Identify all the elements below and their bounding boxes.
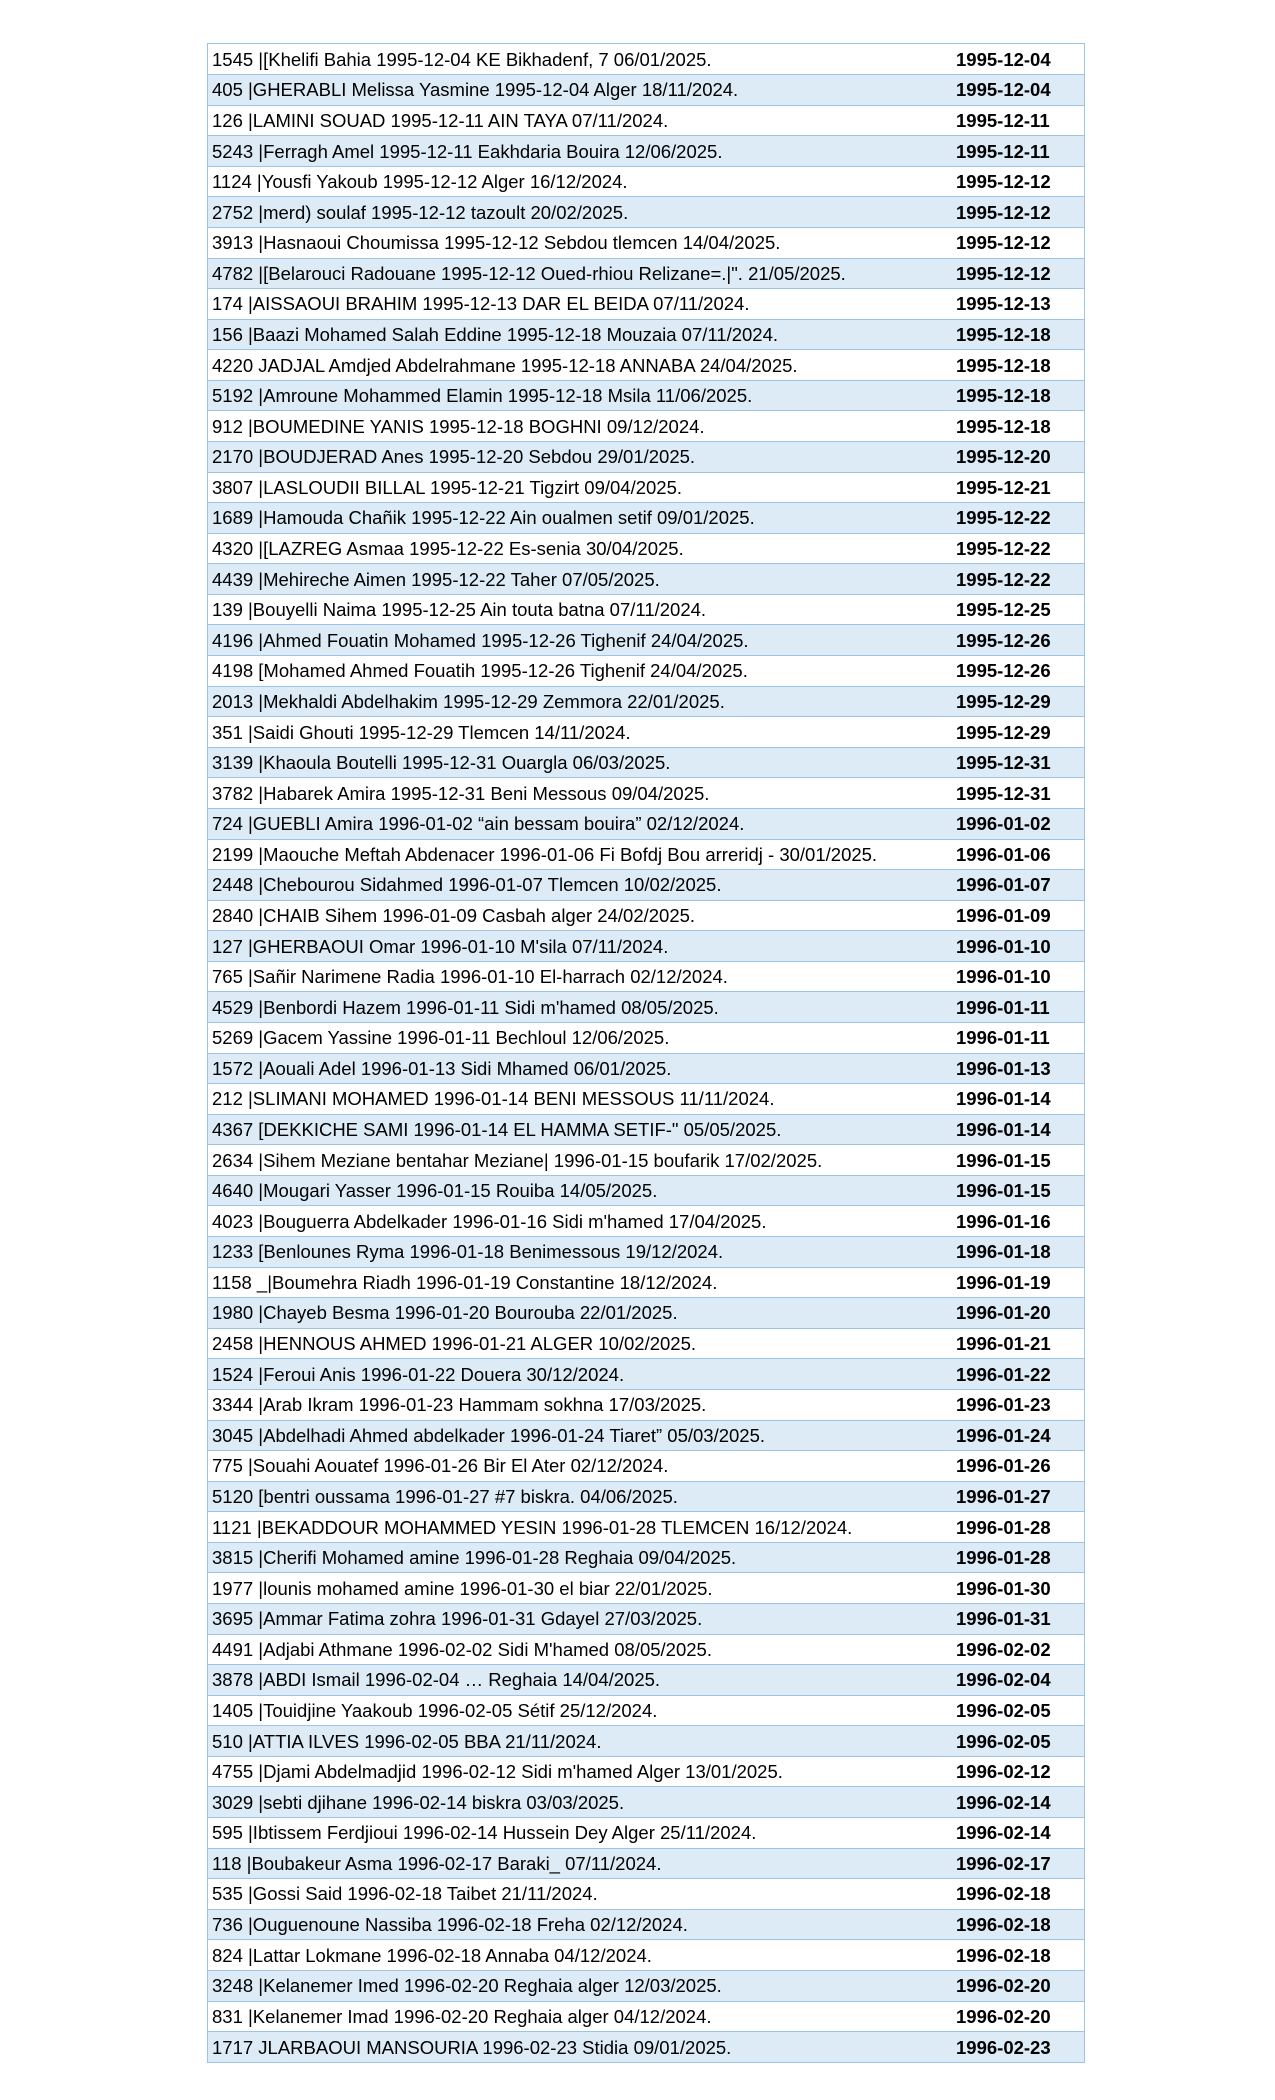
record-date-cell: 1995-12-11: [956, 136, 1084, 167]
record-text-cell: 3029 |sebti djihane 1996-02-14 biskra 03/03/2025.: [208, 1787, 956, 1818]
record-text-cell: 831 |Kelanemer Imad 1996-02-20 Reghaia alger 04/12/2024.: [208, 2001, 956, 2032]
table-row: [208, 1695, 1084, 1726]
record-date-cell: 1996-01-28: [956, 1512, 1084, 1543]
record-date-cell: 1996-02-20: [956, 1970, 1084, 2001]
record-date-cell: 1996-01-24: [956, 1420, 1084, 1451]
table-row: [208, 1756, 1084, 1787]
record-date-cell: 1995-12-18: [956, 350, 1084, 381]
record-text-cell: 2170 |BOUDJERAD Anes 1995-12-20 Sebdou 29/01/2025.: [208, 442, 956, 473]
table-row: [208, 1879, 1084, 1910]
record-text-cell: 1689 |Hamouda Chañik 1995-12-22 Ain oualmen setif 09/01/2025.: [208, 503, 956, 534]
record-text-cell: 126 |LAMINI SOUAD 1995-12-11 AIN TAYA 07/11/2024.: [208, 105, 956, 136]
record-text-cell: 4782 |[Belarouci Radouane 1995-12-12 Oued-rhiou Relizane=.|". 21/05/2025.: [208, 258, 956, 289]
record-date-cell: 1996-01-09: [956, 900, 1084, 931]
record-date-cell: 1996-01-10: [956, 961, 1084, 992]
record-text-cell: 3344 |Arab Ikram 1996-01-23 Hammam sokhna 17/03/2025.: [208, 1389, 956, 1420]
record-date-cell: 1995-12-18: [956, 411, 1084, 442]
table-row: [208, 1359, 1084, 1390]
record-date-cell: 1995-12-04: [956, 44, 1084, 75]
record-text-cell: 139 |Bouyelli Naima 1995-12-25 Ain touta batna 07/11/2024.: [208, 594, 956, 625]
table-row: [208, 1787, 1084, 1818]
table-row: [208, 808, 1084, 839]
table-row: [208, 747, 1084, 778]
record-text-cell: 1524 |Feroui Anis 1996-01-22 Douera 30/12/2024.: [208, 1359, 956, 1390]
record-text-cell: 127 |GHERBAOUI Omar 1996-01-10 M'sila 07/11/2024.: [208, 931, 956, 962]
record-date-cell: 1996-01-14: [956, 1084, 1084, 1115]
table-row: [208, 1053, 1084, 1084]
table-row: [208, 1481, 1084, 1512]
record-date-cell: 1996-02-20: [956, 2001, 1084, 2032]
record-date-cell: 1996-02-18: [956, 1940, 1084, 1971]
record-date-cell: 1996-02-05: [956, 1695, 1084, 1726]
record-date-cell: 1995-12-22: [956, 564, 1084, 595]
record-text-cell: 2448 |Chebourou Sidahmed 1996-01-07 Tlemcen 10/02/2025.: [208, 870, 956, 901]
table-row: [208, 1909, 1084, 1940]
table-row: [208, 717, 1084, 748]
record-text-cell: 4196 |Ahmed Fouatin Mohamed 1995-12-26 Tighenif 24/04/2025.: [208, 625, 956, 656]
record-date-cell: 1996-02-14: [956, 1818, 1084, 1849]
record-text-cell: 1158 _|Boumehra Riadh 1996-01-19 Constantine 18/12/2024.: [208, 1267, 956, 1298]
record-date-cell: 1996-01-07: [956, 870, 1084, 901]
record-date-cell: 1996-01-30: [956, 1573, 1084, 1604]
table-row: [208, 931, 1084, 962]
table-row: [208, 166, 1084, 197]
table-row: [208, 1084, 1084, 1115]
table-row: [208, 442, 1084, 473]
table-row: [208, 2001, 1084, 2032]
record-text-cell: 4491 |Adjabi Athmane 1996-02-02 Sidi M'hamed 08/05/2025.: [208, 1634, 956, 1665]
record-date-cell: 1996-02-18: [956, 1879, 1084, 1910]
record-date-cell: 1996-01-18: [956, 1237, 1084, 1268]
table-row: [208, 1145, 1084, 1176]
record-date-cell: 1995-12-21: [956, 472, 1084, 503]
table-row: [208, 900, 1084, 931]
record-date-cell: 1996-01-20: [956, 1298, 1084, 1329]
record-text-cell: 2634 |Sihem Meziane bentahar Meziane| 1996-01-15 boufarik 17/02/2025.: [208, 1145, 956, 1176]
record-text-cell: 3248 |Kelanemer Imed 1996-02-20 Reghaia alger 12/03/2025.: [208, 1970, 956, 2001]
record-text-cell: 3045 |Abdelhadi Ahmed abdelkader 1996-01-24 Tiaret” 05/03/2025.: [208, 1420, 956, 1451]
record-date-cell: 1995-12-29: [956, 717, 1084, 748]
record-text-cell: 2752 |merd) soulaf 1995-12-12 tazoult 20/02/2025.: [208, 197, 956, 228]
record-date-cell: 1995-12-04: [956, 75, 1084, 106]
record-text-cell: 3815 |Cherifi Mohamed amine 1996-01-28 Reghaia 09/04/2025.: [208, 1542, 956, 1573]
record-date-cell: 1996-02-18: [956, 1909, 1084, 1940]
record-text-cell: 156 |Baazi Mohamed Salah Eddine 1995-12-18 Mouzaia 07/11/2024.: [208, 319, 956, 350]
table-row: [208, 625, 1084, 656]
table-row: [208, 564, 1084, 595]
table-row: [208, 1603, 1084, 1634]
record-date-cell: 1995-12-12: [956, 258, 1084, 289]
table-row: [208, 1114, 1084, 1145]
record-text-cell: 535 |Gossi Said 1996-02-18 Taibet 21/11/2024.: [208, 1879, 956, 1910]
table-row: [208, 258, 1084, 289]
record-text-cell: 2199 |Maouche Meftah Abdenacer 1996-01-06 Fi Bofdj Bou arreridj - 30/01/2025.: [208, 839, 956, 870]
record-text-cell: 4023 |Bouguerra Abdelkader 1996-01-16 Sidi m'hamed 17/04/2025.: [208, 1206, 956, 1237]
record-text-cell: 1545 |[Khelifi Bahia 1995-12-04 KE Bikhadenf, 7 06/01/2025.: [208, 44, 956, 75]
table-row: [208, 503, 1084, 534]
record-text-cell: 1121 |BEKADDOUR MOHAMMED YESIN 1996-01-28 TLEMCEN 16/12/2024.: [208, 1512, 956, 1543]
table-row: [208, 1298, 1084, 1329]
record-date-cell: 1995-12-31: [956, 747, 1084, 778]
record-date-cell: 1996-01-02: [956, 808, 1084, 839]
record-text-cell: 1980 |Chayeb Besma 1996-01-20 Bourouba 22/01/2025.: [208, 1298, 956, 1329]
record-text-cell: 1405 |Touidjine Yaakoub 1996-02-05 Sétif 25/12/2024.: [208, 1695, 956, 1726]
record-date-cell: 1996-01-10: [956, 931, 1084, 962]
record-date-cell: 1995-12-13: [956, 289, 1084, 320]
table-row: [208, 778, 1084, 809]
record-date-cell: 1996-01-19: [956, 1267, 1084, 1298]
record-date-cell: 1996-01-14: [956, 1114, 1084, 1145]
table-row: [208, 105, 1084, 136]
record-date-cell: 1996-02-23: [956, 2032, 1084, 2063]
record-date-cell: 1996-02-05: [956, 1726, 1084, 1757]
record-text-cell: 3139 |Khaoula Boutelli 1995-12-31 Ouargla 06/03/2025.: [208, 747, 956, 778]
record-date-cell: 1996-02-17: [956, 1848, 1084, 1879]
record-date-cell: 1996-01-11: [956, 992, 1084, 1023]
record-text-cell: 2458 |HENNOUS AHMED 1996-01-21 ALGER 10/02/2025.: [208, 1328, 956, 1359]
table-row: [208, 1940, 1084, 1971]
record-date-cell: 1996-02-14: [956, 1787, 1084, 1818]
record-text-cell: 1124 |Yousfi Yakoub 1995-12-12 Alger 16/12/2024.: [208, 166, 956, 197]
table-row: [208, 870, 1084, 901]
table-row: [208, 227, 1084, 258]
record-date-cell: 1995-12-11: [956, 105, 1084, 136]
record-text-cell: 5192 |Amroune Mohammed Elamin 1995-12-18 Msila 11/06/2025.: [208, 380, 956, 411]
records-table-body: [208, 44, 1084, 2062]
table-row: [208, 197, 1084, 228]
records-sheet: [207, 43, 1085, 2063]
table-row: [208, 75, 1084, 106]
record-date-cell: 1995-12-29: [956, 686, 1084, 717]
table-row: [208, 533, 1084, 564]
record-text-cell: 510 |ATTIA ILVES 1996-02-05 BBA 21/11/2024.: [208, 1726, 956, 1757]
record-text-cell: 4755 |Djami Abdelmadjid 1996-02-12 Sidi m'hamed Alger 13/01/2025.: [208, 1756, 956, 1787]
table-row: [208, 1512, 1084, 1543]
table-row: [208, 656, 1084, 687]
table-row: [208, 1542, 1084, 1573]
record-date-cell: 1995-12-25: [956, 594, 1084, 625]
record-date-cell: 1995-12-12: [956, 166, 1084, 197]
record-text-cell: 1717 JLARBAOUI MANSOURIA 1996-02-23 Stidia 09/01/2025.: [208, 2032, 956, 2063]
table-row: [208, 1175, 1084, 1206]
record-text-cell: 3913 |Hasnaoui Choumissa 1995-12-12 Sebdou tlemcen 14/04/2025.: [208, 227, 956, 258]
record-text-cell: 765 |Sañir Narimene Radia 1996-01-10 El-harrach 02/12/2024.: [208, 961, 956, 992]
record-date-cell: 1996-01-23: [956, 1389, 1084, 1420]
table-row: [208, 1267, 1084, 1298]
table-row: [208, 992, 1084, 1023]
record-date-cell: 1995-12-18: [956, 319, 1084, 350]
record-text-cell: 5269 |Gacem Yassine 1996-01-11 Bechloul 12/06/2025.: [208, 1023, 956, 1054]
table-row: [208, 594, 1084, 625]
table-row: [208, 1970, 1084, 2001]
record-date-cell: 1995-12-12: [956, 197, 1084, 228]
record-text-cell: 118 |Boubakeur Asma 1996-02-17 Baraki_ 07/11/2024.: [208, 1848, 956, 1879]
record-date-cell: 1996-01-15: [956, 1175, 1084, 1206]
records-table: [208, 44, 1084, 2062]
record-text-cell: 5120 [bentri oussama 1996-01-27 #7 biskra. 04/06/2025.: [208, 1481, 956, 1512]
table-row: [208, 1389, 1084, 1420]
record-date-cell: 1996-01-21: [956, 1328, 1084, 1359]
record-text-cell: 724 |GUEBLI Amira 1996-01-02 “ain bessam bouira” 02/12/2024.: [208, 808, 956, 839]
record-text-cell: 1233 [Benlounes Ryma 1996-01-18 Benimessous 19/12/2024.: [208, 1237, 956, 1268]
record-date-cell: 1995-12-22: [956, 503, 1084, 534]
record-text-cell: 3782 |Habarek Amira 1995-12-31 Beni Messous 09/04/2025.: [208, 778, 956, 809]
table-row: [208, 1023, 1084, 1054]
record-date-cell: 1995-12-18: [956, 380, 1084, 411]
table-row: [208, 1237, 1084, 1268]
record-date-cell: 1996-01-22: [956, 1359, 1084, 1390]
record-date-cell: 1996-01-11: [956, 1023, 1084, 1054]
table-row: [208, 350, 1084, 381]
table-row: [208, 1818, 1084, 1849]
record-date-cell: 1996-01-27: [956, 1481, 1084, 1512]
record-text-cell: 1572 |Aouali Adel 1996-01-13 Sidi Mhamed 06/01/2025.: [208, 1053, 956, 1084]
table-row: [208, 1573, 1084, 1604]
record-date-cell: 1996-01-13: [956, 1053, 1084, 1084]
record-text-cell: 824 |Lattar Lokmane 1996-02-18 Annaba 04/12/2024.: [208, 1940, 956, 1971]
table-row: [208, 839, 1084, 870]
record-date-cell: 1995-12-31: [956, 778, 1084, 809]
table-row: [208, 411, 1084, 442]
record-text-cell: 3878 |ABDI Ismail 1996-02-04 … Reghaia 14/04/2025.: [208, 1665, 956, 1696]
table-row: [208, 1726, 1084, 1757]
record-date-cell: 1995-12-12: [956, 227, 1084, 258]
table-row: [208, 472, 1084, 503]
record-date-cell: 1996-02-12: [956, 1756, 1084, 1787]
record-date-cell: 1996-01-15: [956, 1145, 1084, 1176]
record-date-cell: 1996-01-31: [956, 1603, 1084, 1634]
record-text-cell: 3695 |Ammar Fatima zohra 1996-01-31 Gdayel 27/03/2025.: [208, 1603, 956, 1634]
record-date-cell: 1995-12-26: [956, 625, 1084, 656]
record-text-cell: 174 |AISSAOUI BRAHIM 1995-12-13 DAR EL BEIDA 07/11/2024.: [208, 289, 956, 320]
record-text-cell: 2013 |Mekhaldi Abdelhakim 1995-12-29 Zemmora 22/01/2025.: [208, 686, 956, 717]
table-row: [208, 380, 1084, 411]
record-text-cell: 4640 |Mougari Yasser 1996-01-15 Rouiba 14/05/2025.: [208, 1175, 956, 1206]
record-text-cell: 4367 [DEKKICHE SAMI 1996-01-14 EL HAMMA SETIF-" 05/05/2025.: [208, 1114, 956, 1145]
table-row: [208, 1665, 1084, 1696]
record-date-cell: 1995-12-20: [956, 442, 1084, 473]
table-row: [208, 1420, 1084, 1451]
record-text-cell: 4320 |[LAZREG Asmaa 1995-12-22 Es-senia 30/04/2025.: [208, 533, 956, 564]
table-row: [208, 686, 1084, 717]
record-date-cell: 1995-12-22: [956, 533, 1084, 564]
record-date-cell: 1996-02-02: [956, 1634, 1084, 1665]
record-text-cell: 4529 |Benbordi Hazem 1996-01-11 Sidi m'hamed 08/05/2025.: [208, 992, 956, 1023]
table-row: [208, 1848, 1084, 1879]
record-date-cell: 1996-01-28: [956, 1542, 1084, 1573]
table-row: [208, 289, 1084, 320]
table-row: [208, 136, 1084, 167]
record-text-cell: 1977 |lounis mohamed amine 1996-01-30 el biar 22/01/2025.: [208, 1573, 956, 1604]
table-row: [208, 44, 1084, 75]
table-row: [208, 1451, 1084, 1482]
record-date-cell: 1996-02-04: [956, 1665, 1084, 1696]
record-text-cell: 5243 |Ferragh Amel 1995-12-11 Eakhdaria Bouira 12/06/2025.: [208, 136, 956, 167]
record-date-cell: 1995-12-26: [956, 656, 1084, 687]
record-text-cell: 212 |SLIMANI MOHAMED 1996-01-14 BENI MESSOUS 11/11/2024.: [208, 1084, 956, 1115]
table-row: [208, 961, 1084, 992]
record-date-cell: 1996-01-16: [956, 1206, 1084, 1237]
record-text-cell: 2840 |CHAIB Sihem 1996-01-09 Casbah alger 24/02/2025.: [208, 900, 956, 931]
record-text-cell: 912 |BOUMEDINE YANIS 1995-12-18 BOGHNI 09/12/2024.: [208, 411, 956, 442]
table-row: [208, 1328, 1084, 1359]
record-text-cell: 4220 JADJAL Amdjed Abdelrahmane 1995-12-18 ANNABA 24/04/2025.: [208, 350, 956, 381]
table-row: [208, 319, 1084, 350]
record-text-cell: 351 |Saidi Ghouti 1995-12-29 Tlemcen 14/11/2024.: [208, 717, 956, 748]
record-date-cell: 1996-01-26: [956, 1451, 1084, 1482]
table-row: [208, 2032, 1084, 2063]
record-date-cell: 1996-01-06: [956, 839, 1084, 870]
record-text-cell: 3807 |LASLOUDII BILLAL 1995-12-21 Tigzirt 09/04/2025.: [208, 472, 956, 503]
record-text-cell: 4439 |Mehireche Aimen 1995-12-22 Taher 07/05/2025.: [208, 564, 956, 595]
record-text-cell: 775 |Souahi Aouatef 1996-01-26 Bir El Ater 02/12/2024.: [208, 1451, 956, 1482]
record-text-cell: 595 |Ibtissem Ferdjioui 1996-02-14 Hussein Dey Alger 25/11/2024.: [208, 1818, 956, 1849]
record-text-cell: 4198 [Mohamed Ahmed Fouatih 1995-12-26 Tighenif 24/04/2025.: [208, 656, 956, 687]
record-text-cell: 736 |Ouguenoune Nassiba 1996-02-18 Freha 02/12/2024.: [208, 1909, 956, 1940]
table-row: [208, 1634, 1084, 1665]
table-row: [208, 1206, 1084, 1237]
record-text-cell: 405 |GHERABLI Melissa Yasmine 1995-12-04 Alger 18/11/2024.: [208, 75, 956, 106]
